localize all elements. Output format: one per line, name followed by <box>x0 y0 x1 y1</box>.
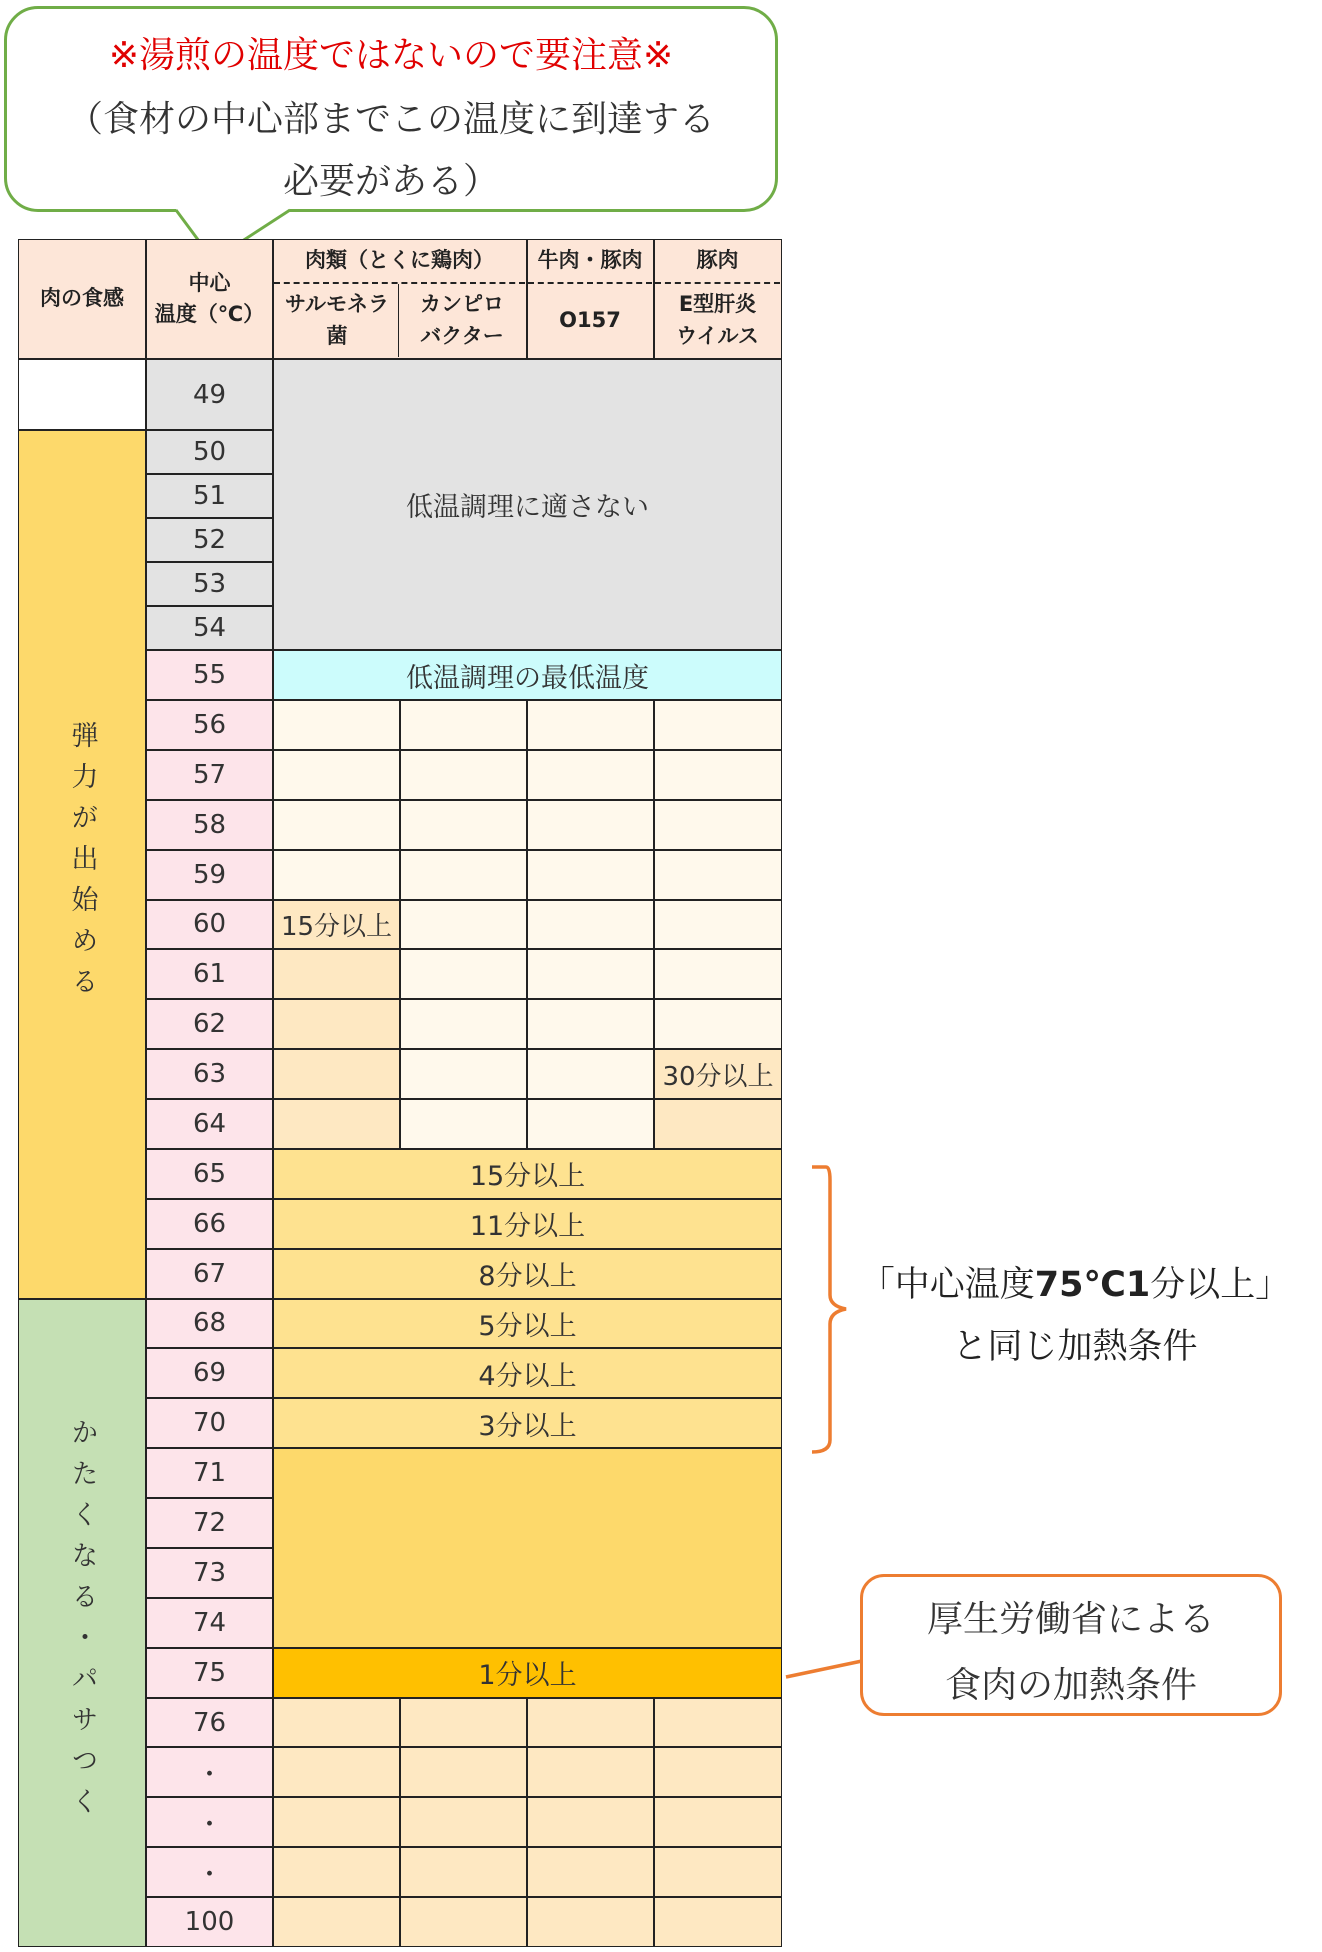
not-suitable-area-text: 低温調理に適さない <box>406 492 649 523</box>
warning-callout <box>4 6 778 212</box>
condition-cell <box>527 1847 654 1897</box>
header-o157: O157 <box>559 307 621 332</box>
temp-cell <box>146 1498 273 1548</box>
temp-cell-text: ・ <box>196 1759 223 1790</box>
condition-cell <box>654 700 782 750</box>
header-pork-label: 豚肉 <box>655 240 780 284</box>
header-salmonella: サルモネラ 菌 <box>285 292 389 348</box>
condition-cell <box>527 1747 654 1797</box>
condition-cell <box>273 1847 400 1897</box>
condition-cell <box>400 1698 527 1748</box>
condition-cell <box>654 1797 782 1847</box>
temp-cell-text: 59 <box>192 859 227 890</box>
texture-blank <box>18 359 146 430</box>
note-suffix: 分以上」 <box>1150 1265 1291 1305</box>
header-beef-pork-label: 牛肉・豚肉 <box>528 240 652 284</box>
temp-cell-text: 60 <box>192 909 227 940</box>
condition-cell <box>654 1698 782 1748</box>
temp-cell-text: ・ <box>196 1809 223 1840</box>
condition-cell <box>273 1747 400 1797</box>
temp-cell <box>146 650 273 700</box>
temp-cell <box>146 1249 273 1299</box>
condition-cell <box>400 1797 527 1847</box>
warning-line: ※湯煎の温度ではないので要注意※ <box>108 35 674 76</box>
condition-cell <box>527 999 654 1049</box>
temp-cell-text: 76 <box>192 1707 227 1738</box>
condition-cell <box>273 800 400 850</box>
condition-cell <box>527 1797 654 1847</box>
temp-cell-text: 58 <box>192 809 227 840</box>
temp-cell-text: 72 <box>192 1508 227 1539</box>
temp-cell <box>146 1548 273 1598</box>
condition-row-text: 3分以上 <box>478 1410 577 1442</box>
temp-cell-text: 54 <box>192 613 227 643</box>
temp-cell <box>146 1199 273 1249</box>
temp-cell-text: 100 <box>184 1907 235 1938</box>
condition-cell <box>527 1698 654 1748</box>
temp-cell <box>146 1698 273 1748</box>
temp-cell-text: 68 <box>192 1308 227 1339</box>
temp-cell-text: 61 <box>192 959 227 990</box>
temp-cell-text: 73 <box>192 1557 227 1588</box>
temp-cell <box>146 430 273 474</box>
temp-cell-text: 69 <box>192 1358 227 1389</box>
condition-cell <box>273 1897 400 1947</box>
condition-cell <box>654 1049 782 1099</box>
condition-cell <box>527 1897 654 1947</box>
condition-cell <box>273 999 400 1049</box>
header-pork <box>654 239 782 359</box>
temp-cell-text: 64 <box>192 1108 227 1139</box>
temp-cell-text: 75 <box>192 1657 227 1688</box>
condition-cell <box>527 1049 654 1099</box>
condition-row <box>273 1249 782 1299</box>
temp-cell <box>146 518 273 562</box>
temp-cell-text: 55 <box>192 660 227 690</box>
condition-cell-text: 15分以上 <box>280 911 393 942</box>
condition-cell <box>273 700 400 750</box>
condition-cell <box>654 949 782 999</box>
condition-cell <box>400 800 527 850</box>
condition-cell <box>273 1698 400 1748</box>
header-texture-text: 肉の食感 <box>40 286 124 311</box>
temp-cell-text: 53 <box>192 569 227 599</box>
equivalent-condition-note <box>820 1254 1322 1378</box>
temp-cell-text: 66 <box>192 1208 227 1239</box>
note-prefix: 「中心温度 <box>859 1265 1035 1305</box>
min-temp-row-text: 低温調理の最低温度 <box>406 662 649 694</box>
condition-cell <box>654 800 782 850</box>
temp-cell <box>146 474 273 518</box>
condition-cell <box>400 850 527 900</box>
temp-cell <box>146 562 273 606</box>
temp-cell-text: 50 <box>192 437 227 467</box>
header-campylobacter: カンピロ バクター <box>398 284 525 357</box>
condition-row-text: 15分以上 <box>469 1161 586 1193</box>
header-meat-group <box>273 239 527 359</box>
texture-elastic-text: 弾力が出始める <box>66 720 98 1008</box>
temp-cell-text: 67 <box>192 1258 227 1289</box>
temp-cell-text: ・ <box>196 1859 223 1890</box>
header-texture <box>18 239 146 359</box>
condition-cell <box>400 1099 527 1149</box>
temp-cell-text: 49 <box>192 379 227 410</box>
condition-row <box>273 1348 782 1398</box>
header-center-temp-text: 中心 温度（℃） <box>154 270 265 326</box>
temp-cell <box>146 949 273 999</box>
mhlw-line-2: 食肉の加熱条件 <box>944 1665 1197 1706</box>
temp-cell <box>146 1398 273 1448</box>
temp-cell-text: 57 <box>192 759 227 790</box>
condition-cell <box>273 900 400 950</box>
condition-cell <box>273 750 400 800</box>
condition-row <box>273 1199 782 1249</box>
temp-cell-text: 71 <box>192 1458 227 1489</box>
temp-cell-text: 74 <box>192 1607 227 1638</box>
min-temp-row <box>273 650 782 700</box>
temp-cell <box>146 999 273 1049</box>
condition-cell <box>527 900 654 950</box>
temp-cell <box>146 1299 273 1349</box>
condition-cell <box>654 1847 782 1897</box>
condition-row-75-text: 1分以上 <box>478 1660 577 1692</box>
temp-cell <box>146 1149 273 1199</box>
condition-cell <box>654 850 782 900</box>
condition-cell <box>527 700 654 750</box>
condition-cell <box>273 1049 400 1099</box>
temp-cell <box>146 1847 273 1897</box>
condition-cell <box>527 850 654 900</box>
condition-row <box>273 1149 782 1199</box>
condition-cell <box>400 750 527 800</box>
temp-cell <box>146 850 273 900</box>
texture-elastic <box>18 430 146 1299</box>
note-line-2: と同じ加熱条件 <box>952 1327 1198 1367</box>
temp-cell-text: 62 <box>192 1009 227 1040</box>
temp-cell <box>146 1648 273 1698</box>
temp-cell <box>146 1049 273 1099</box>
header-center-temp <box>146 239 273 359</box>
condition-cell <box>273 949 400 999</box>
temp-cell <box>146 1747 273 1797</box>
temp-cell <box>146 1598 273 1648</box>
condition-cell <box>527 750 654 800</box>
texture-hard-text: かたくなる・パサつく <box>66 1417 98 1828</box>
temp-cell-text: 56 <box>192 709 227 740</box>
condition-cell <box>654 1747 782 1797</box>
temp-cell-text: 51 <box>192 481 227 511</box>
condition-cell <box>654 1897 782 1947</box>
condition-cell <box>400 1897 527 1947</box>
header-beef-pork <box>527 239 654 359</box>
temp-cell-text: 63 <box>192 1059 227 1090</box>
warning-detail-line-1: （食材の中心部までこの温度に到達する <box>66 99 715 140</box>
condition-cell <box>400 1747 527 1797</box>
temp-cell <box>146 1797 273 1847</box>
temp-cell <box>146 800 273 850</box>
condition-row-text: 4分以上 <box>478 1360 577 1392</box>
header-meat-chicken: 肉類（とくに鶏肉） <box>274 240 525 284</box>
condition-cell <box>400 1049 527 1099</box>
condition-cell <box>654 999 782 1049</box>
condition-cell <box>400 949 527 999</box>
temp-cell-text: 70 <box>192 1408 227 1439</box>
not-suitable-area <box>273 359 782 650</box>
condition-cell <box>654 1099 782 1149</box>
condition-row-text: 5分以上 <box>478 1310 577 1342</box>
texture-hard <box>18 1299 146 1947</box>
condition-cell <box>400 700 527 750</box>
condition-cell <box>527 800 654 850</box>
condition-cell <box>273 1797 400 1847</box>
mhlw-callout <box>860 1574 1282 1716</box>
temp-cell <box>146 1348 273 1398</box>
temp-cell <box>146 1099 273 1149</box>
condition-cell <box>400 900 527 950</box>
temp-cell <box>146 750 273 800</box>
temp-cell-text: 52 <box>192 525 227 555</box>
condition-cell <box>527 949 654 999</box>
condition-cell <box>273 1099 400 1149</box>
condition-cell <box>273 850 400 900</box>
condition-cell <box>654 900 782 950</box>
mhlw-line-1: 厚生労働省による <box>926 1599 1215 1640</box>
temp-cell <box>146 606 273 650</box>
warning-detail-line-2: 必要がある） <box>282 161 499 202</box>
condition-row-text: 11分以上 <box>469 1211 586 1243</box>
condition-cell-text: 30分以上 <box>662 1061 774 1092</box>
temp-cell-text: 65 <box>192 1158 227 1189</box>
condition-row <box>273 1398 782 1448</box>
condition-cell <box>400 1847 527 1897</box>
condition-cell <box>527 1099 654 1149</box>
condition-block-71-74 <box>273 1448 782 1648</box>
temp-cell <box>146 700 273 750</box>
condition-cell <box>400 999 527 1049</box>
temp-cell <box>146 1897 273 1947</box>
note-bold: 75℃1 <box>1034 1265 1151 1305</box>
condition-row <box>273 1299 782 1349</box>
condition-row-75 <box>273 1648 782 1698</box>
condition-cell <box>654 750 782 800</box>
temp-cell <box>146 359 273 430</box>
temp-cell <box>146 1448 273 1498</box>
heating-table <box>18 239 786 1947</box>
condition-row-text: 8分以上 <box>478 1261 577 1293</box>
header-hepatitis-e: E型肝炎 ウイルス <box>676 292 759 348</box>
temp-cell <box>146 900 273 950</box>
